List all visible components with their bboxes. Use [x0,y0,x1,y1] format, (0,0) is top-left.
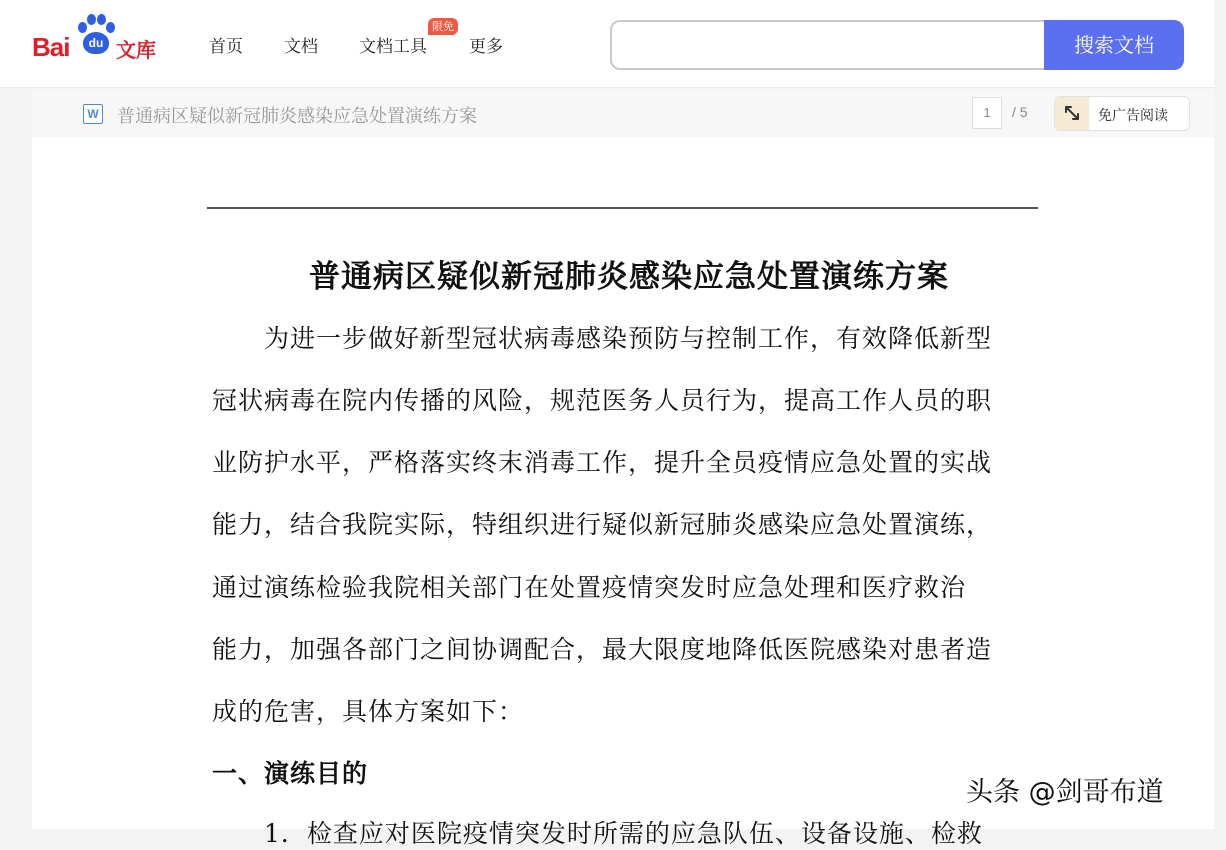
paragraph-line: 成的危害，具体方案如下： [212,697,525,726]
paragraph-line: 冠状病毒在院内传播的风险，规范医务人员行为，提高工作人员的职 [212,386,993,415]
adfree-read-button[interactable] [1054,96,1190,131]
paragraph-line-cut: 1．检查应对医院疫情突发时所需的应急队伍、设备设施、检救 [264,819,983,848]
expand-icon [1055,97,1089,130]
search-button[interactable]: 搜索文档 [1044,20,1184,70]
paragraph-line: 为进一步做好新型冠状病毒感染预防与控制工作，有效降低新型 [212,324,993,353]
header-rule [207,207,1038,209]
logo-wenku-text: 文库 [116,38,156,62]
page-number-input[interactable]: 1 [972,97,1002,129]
document-header [32,89,1214,137]
nav-doc-tools[interactable]: 文档工具 [359,37,427,57]
document-header-title: 普通病区疑似新冠肺炎感染应急处置演练方案 [117,106,477,127]
page-total: / 5 [1012,104,1028,120]
nav-more[interactable]: 更多 [469,37,503,57]
logo-bai-text: Bai [32,32,70,62]
top-navbar [0,0,1214,88]
nav-documents[interactable]: 文档 [284,37,318,57]
paragraph-line: 能力，结合我院实际，特组织进行疑似新冠肺炎感染应急处置演练， [212,510,993,539]
adfree-read-label: 免广告阅读 [1098,108,1168,124]
paragraph-line: 业防护水平，严格落实终末消毒工作，提升全员疫情应急处置的实战 [212,448,993,477]
paragraph-line: 通过演练检验我院相关部门在处置疫情突发时应急处理和医疗救治 [212,573,967,602]
document-page [32,137,1214,848]
section-heading: 一、演练目的 [212,759,369,788]
free-limited-badge: 限免 [428,18,458,35]
search-box [610,20,1046,70]
nav-home[interactable]: 首页 [209,37,243,57]
search-input[interactable] [612,22,1046,68]
watermark: 头条 @剑哥布道 [966,777,1164,808]
paragraph-line: 能力，加强各部门之间协调配合，最大限度地降低医院感染对患者造 [212,635,993,664]
document-title: 普通病区疑似新冠肺炎感染应急处置演练方案 [309,259,949,295]
paw-icon [76,14,114,56]
word-file-icon: W [83,104,103,124]
baidu-wenku-logo[interactable] [32,14,162,62]
logo-du-text: du [83,32,109,54]
